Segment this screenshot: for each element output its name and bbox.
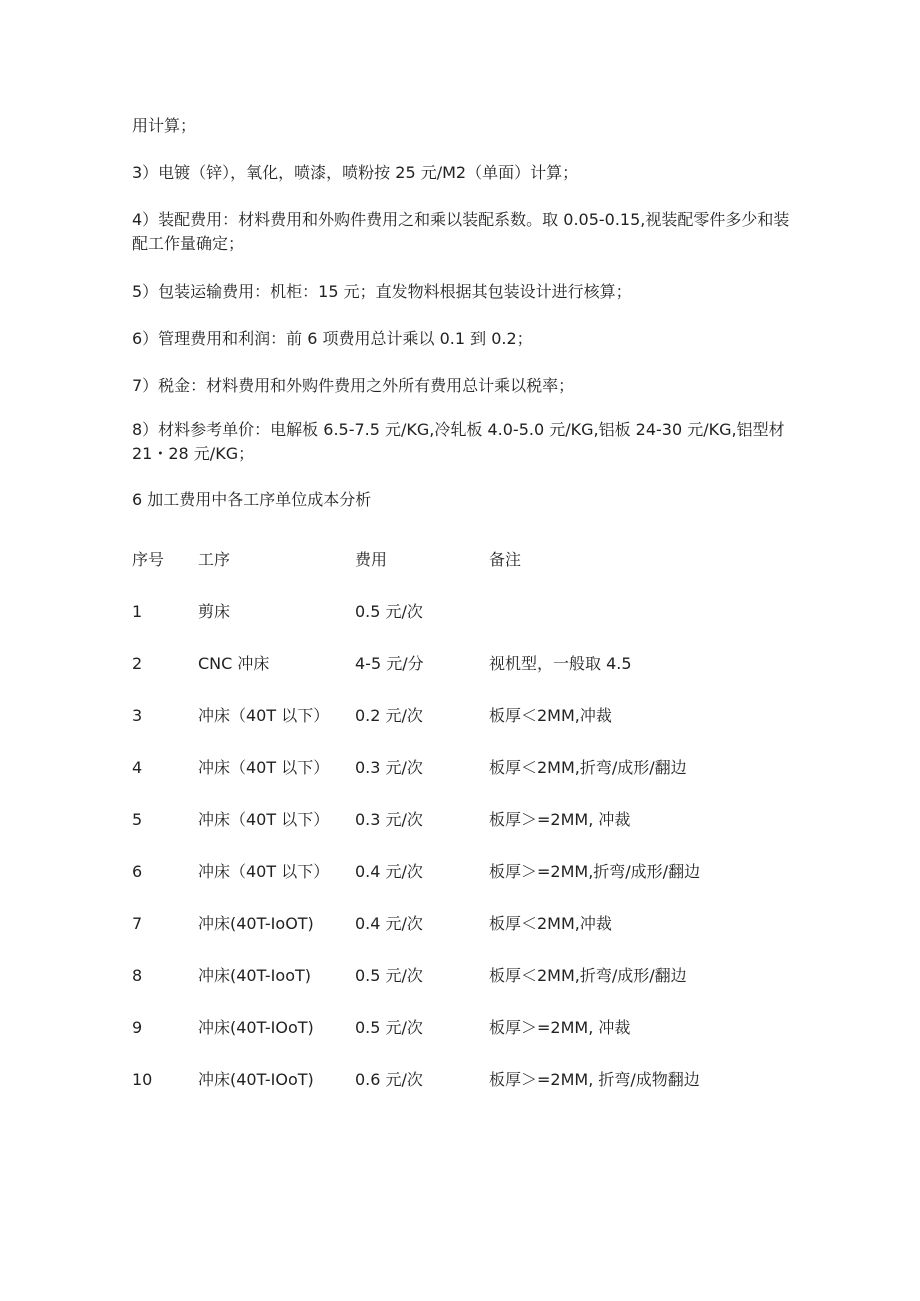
cell-index: 3 <box>132 706 143 725</box>
cell-remark: 板厚＞=2MM,折弯/成形/翻边 <box>489 862 701 881</box>
paragraph-item-5: 5）包装运输费用：机柜：15 元；直发物料根据其包装设计进行核算； <box>132 282 632 301</box>
cell-index: 6 <box>132 862 143 881</box>
cell-process: 冲床（40T 以下） <box>198 758 330 777</box>
header-index: 序号 <box>132 550 165 569</box>
cell-process: CNC 冲床 <box>198 654 270 673</box>
cell-cost: 0.6 元/次 <box>355 1070 423 1089</box>
cell-remark: 视机型，一般取 4.5 <box>489 654 632 673</box>
cell-index: 5 <box>132 810 143 829</box>
cell-index: 1 <box>132 602 143 621</box>
cell-index: 7 <box>132 914 143 933</box>
paragraph-item-4: 4）装配费用：材料费用和外购件费用之和乘以装配系数。取 0.05-0.15,视装配零件多少和装配工作量确定； <box>132 210 790 253</box>
cell-index: 10 <box>132 1070 153 1089</box>
cell-remark: 板厚＜2MM,冲裁 <box>489 914 612 933</box>
cell-index: 9 <box>132 1018 143 1037</box>
cell-process: 剪床 <box>198 602 231 621</box>
cell-process: 冲床(40T-IoOT) <box>198 914 314 933</box>
cell-process: 冲床（40T 以下） <box>198 862 330 881</box>
paragraph-item-3: 3）电镀（锌），氧化，喷漆，喷粉按 25 元/M2（单面）计算； <box>132 163 579 182</box>
cell-process: 冲床（40T 以下） <box>198 810 330 829</box>
cell-remark: 板厚＜2MM,冲裁 <box>489 706 612 725</box>
cell-cost: 0.4 元/次 <box>355 914 423 933</box>
cell-index: 2 <box>132 654 143 673</box>
cell-remark: 板厚＞=2MM, 折弯/成物翻边 <box>489 1070 700 1089</box>
cell-cost: 0.3 元/次 <box>355 758 423 777</box>
cell-index: 4 <box>132 758 143 777</box>
cell-cost: 0.3 元/次 <box>355 810 423 829</box>
header-cost: 费用 <box>355 550 388 569</box>
cell-cost: 0.5 元/次 <box>355 1018 423 1037</box>
section-title: 6 加工费用中各工序单位成本分析 <box>132 490 372 509</box>
cell-cost: 0.2 元/次 <box>355 706 423 725</box>
cell-remark: 板厚＞=2MM, 冲裁 <box>489 1018 631 1037</box>
cell-cost: 4-5 元/分 <box>355 654 424 673</box>
cell-cost: 0.5 元/次 <box>355 966 423 985</box>
cell-remark: 板厚＜2MM,折弯/成形/翻边 <box>489 758 687 777</box>
header-process: 工序 <box>198 550 231 569</box>
cell-cost: 0.4 元/次 <box>355 862 423 881</box>
cell-remark: 板厚＞=2MM, 冲裁 <box>489 810 631 829</box>
cell-index: 8 <box>132 966 143 985</box>
cell-process: 冲床(40T-IOoT) <box>198 1018 314 1037</box>
cell-process: 冲床(40T-IOoT) <box>198 1070 314 1089</box>
paragraph-item-7: 7）税金：材料费用和外购件费用之外所有费用总计乘以税率； <box>132 376 575 395</box>
header-remark: 备注 <box>489 550 522 569</box>
cell-cost: 0.5 元/次 <box>355 602 423 621</box>
cell-process: 冲床（40T 以下） <box>198 706 330 725</box>
paragraph-item-8: 8）材料参考单价：电解板 6.5-7.5 元/KG,冷轧板 4.0-5.0 元/KG,铝板 24-30 元/KG,铝型材 21・28 元/KG； <box>132 420 785 463</box>
cell-process: 冲床(40T-IooT) <box>198 966 311 985</box>
paragraph-item-6: 6）管理费用和利润：前 6 项费用总计乘以 0.1 到 0.2； <box>132 329 533 348</box>
paragraph-continuation: 用计算； <box>132 116 197 135</box>
cell-remark: 板厚＜2MM,折弯/成形/翻边 <box>489 966 687 985</box>
